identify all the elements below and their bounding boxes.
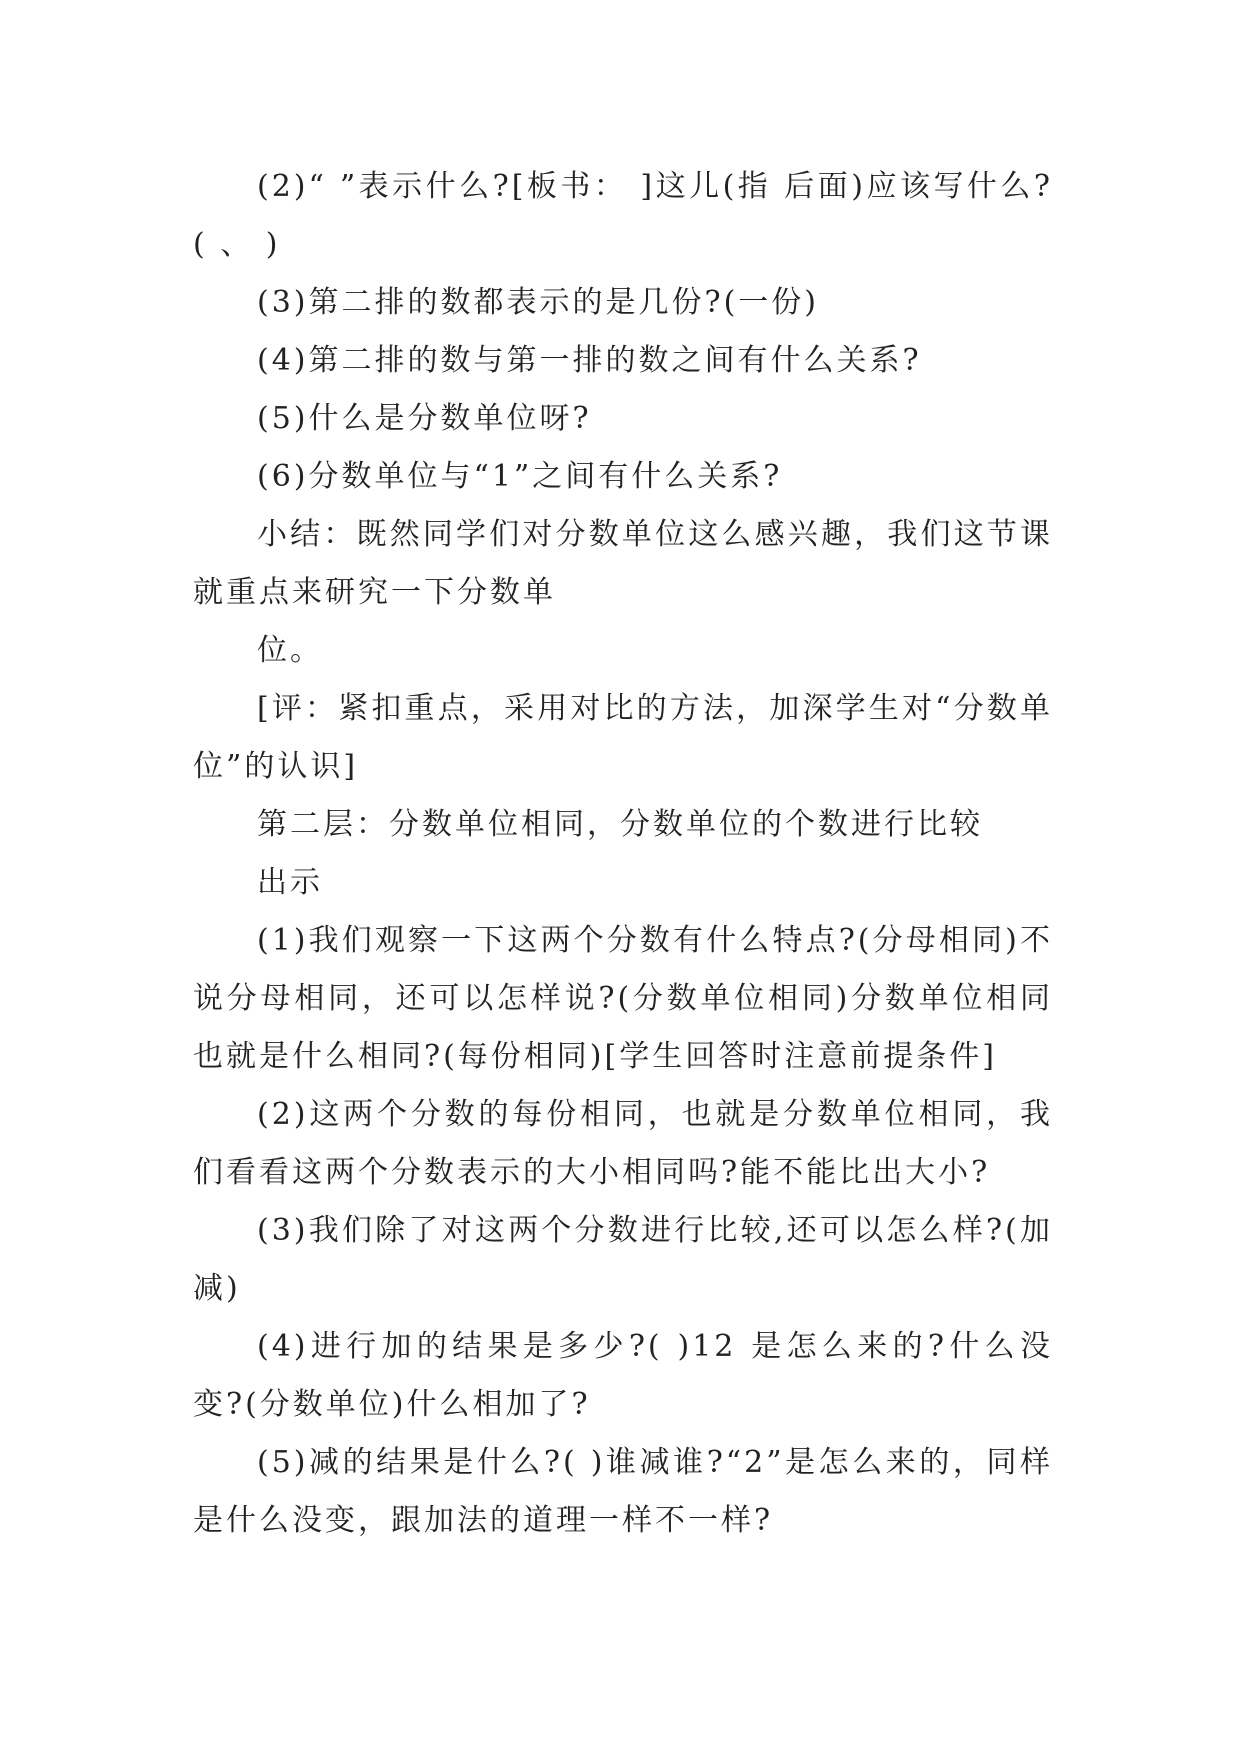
paragraph-q6: (6)分数单位与“1”之间有什么关系? bbox=[257, 459, 783, 494]
document-body bbox=[193, 158, 1053, 1550]
paragraph-l2-q3: (3)我们除了对这两个分数进行比较,还可以怎么样?(加减) bbox=[193, 1213, 1053, 1306]
paragraph-l2-q4: (4)进行加的结果是多少?( )12 是怎么来的?什么没变?(分数单位)什么相加了? bbox=[193, 1329, 1053, 1422]
paragraph-summary-continued: 位。 bbox=[257, 633, 323, 668]
paragraph-l2-q1: (1)我们观察一下这两个分数有什么特点?(分母相同)不说分母相同，还可以怎样说?(分数单位相同)分数单位相同也就是什么相同?(每份相同)[学生回答时注意前提条件] bbox=[193, 923, 1053, 1074]
paragraph-q4: (4)第二排的数与第一排的数之间有什么关系? bbox=[257, 343, 922, 378]
paragraph-show: 出示 bbox=[257, 865, 323, 900]
paragraph-summary: 小结：既然同学们对分数单位这么感兴趣，我们这节课就重点来研究一下分数单 bbox=[193, 517, 1053, 610]
paragraph-l2-q2: (2)这两个分数的每份相同，也就是分数单位相同，我们看看这两个分数表示的大小相同吗?能不能比出大小? bbox=[193, 1097, 1053, 1190]
paragraph-section-heading: 第二层：分数单位相同，分数单位的个数进行比较 bbox=[257, 807, 983, 842]
paragraph-q5: (5)什么是分数单位呀? bbox=[257, 401, 592, 436]
paragraph-comment: [评：紧扣重点，采用对比的方法，加深学生对“分数单位”的认识] bbox=[193, 691, 1053, 784]
paragraph-l2-q5: (5)减的结果是什么?( )谁减谁?“2”是怎么来的，同样是什么没变，跟加法的道理一样不一样? bbox=[193, 1445, 1053, 1538]
paragraph-q3: (3)第二排的数都表示的是几份?(一份) bbox=[257, 285, 819, 320]
paragraph-q2: (2)“ ”表示什么?[板书： ]这儿(指 后面)应该写什么?( 、 ) bbox=[193, 169, 1053, 262]
